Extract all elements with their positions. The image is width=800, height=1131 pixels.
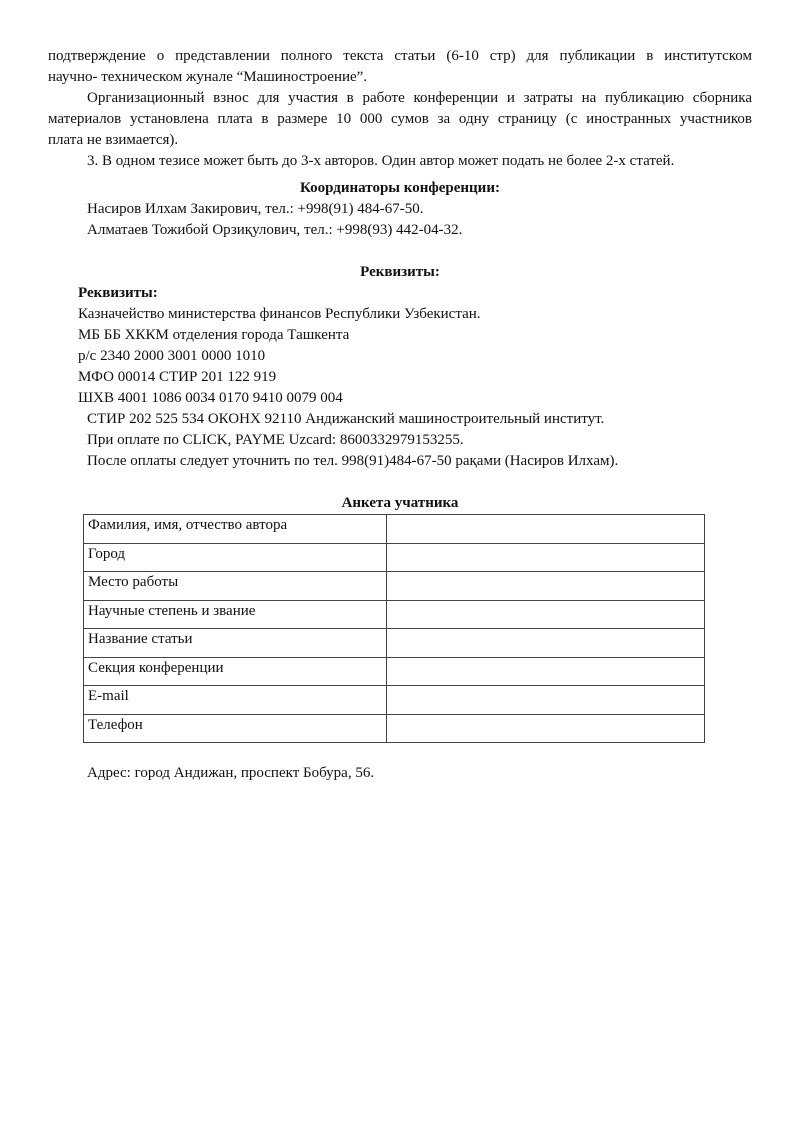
coordinators-list [48, 199, 752, 241]
form-field-value[interactable] [387, 657, 705, 686]
form-field-value[interactable] [387, 686, 705, 715]
form-field-label: Секция конференции [84, 657, 387, 686]
form-field-label: E-mail [84, 686, 387, 715]
form-field-label: Научные степень и звание [84, 600, 387, 629]
requisites-subheading: Реквизиты: [78, 285, 158, 301]
requisites-line: МФО 00014 СТИР 201 122 919 [78, 369, 277, 385]
requisites-heading: Реквизиты: [360, 264, 440, 280]
form-field-label: Город [84, 543, 387, 572]
table-row [84, 572, 705, 601]
payment-info-block [48, 409, 752, 472]
coordinator-item: Насиров Илхам Закирович, тел.: +998(91) 484-67-50. [87, 201, 424, 217]
requisites-line: р/с 2340 2000 3001 0000 1010 [78, 348, 266, 364]
document-page [48, 46, 752, 784]
requisites-line: МБ ББ ХККМ отделения города Ташкента [78, 327, 350, 343]
requisites-line: Казначейство министерства финансов Республики Узбекистан. [78, 306, 481, 322]
table-row [84, 714, 705, 743]
requisites-line: ШХВ 4001 1086 0034 0170 9410 0079 004 [78, 390, 343, 406]
authors-rule-text: 3. В одном тезисе может быть до 3-х авторов. Один автор может подать не более 2-х статей. [87, 153, 675, 169]
form-field-value[interactable] [387, 714, 705, 743]
submission-text-line-1: подтверждение о представлении полного текста статьи (6-10 стр) для публикации в институтском [48, 48, 752, 64]
form-heading: Анкета учатника [341, 495, 459, 511]
submission-text-line-2: научно- техническом жунале “Машиностроение”. [48, 69, 368, 85]
form-field-value[interactable] [387, 629, 705, 658]
table-row [84, 543, 705, 572]
table-row [84, 600, 705, 629]
form-field-value[interactable] [387, 572, 705, 601]
requisites-block [48, 283, 752, 409]
form-field-value[interactable] [387, 515, 705, 544]
form-field-value[interactable] [387, 600, 705, 629]
table-row [84, 515, 705, 544]
fee-text-line-3: плата не взимается). [48, 132, 179, 148]
fee-text-line-2: материалов установлена плата в размере 10 000 сумов за одну страницу (с иностранных участников [48, 111, 752, 127]
payment-info-line: При оплате по CLICK, PAYME Uzcard: 8600332979153255. [87, 432, 464, 448]
coordinators-heading: Координаторы конференции: [300, 180, 500, 196]
payment-info-line: После оплаты следует уточнить по тел. 998(91)484-67-50 рақами (Насиров Илхам). [87, 453, 619, 469]
table-row [84, 629, 705, 658]
form-field-label: Название статьи [84, 629, 387, 658]
form-field-label: Фамилия, имя, отчество автора [84, 515, 387, 544]
fee-text-line-1: Организационный взнос для участия в работе конференции и затраты на публикацию сборника [87, 90, 752, 106]
form-field-label: Место работы [84, 572, 387, 601]
form-field-value[interactable] [387, 543, 705, 572]
coordinator-item: Алматаев Тожибой Орзиқулович, тел.: +998(93) 442-04-32. [87, 222, 463, 238]
table-row [84, 686, 705, 715]
form-field-label: Телефон [84, 714, 387, 743]
payment-info-line: СТИР 202 525 534 ОКОНХ 92110 Андижанский машиностроительный институт. [87, 411, 605, 427]
table-row [84, 657, 705, 686]
participant-form-table [83, 514, 705, 743]
address-text: Адрес: город Андижан, проспект Бобура, 56. [87, 765, 375, 781]
